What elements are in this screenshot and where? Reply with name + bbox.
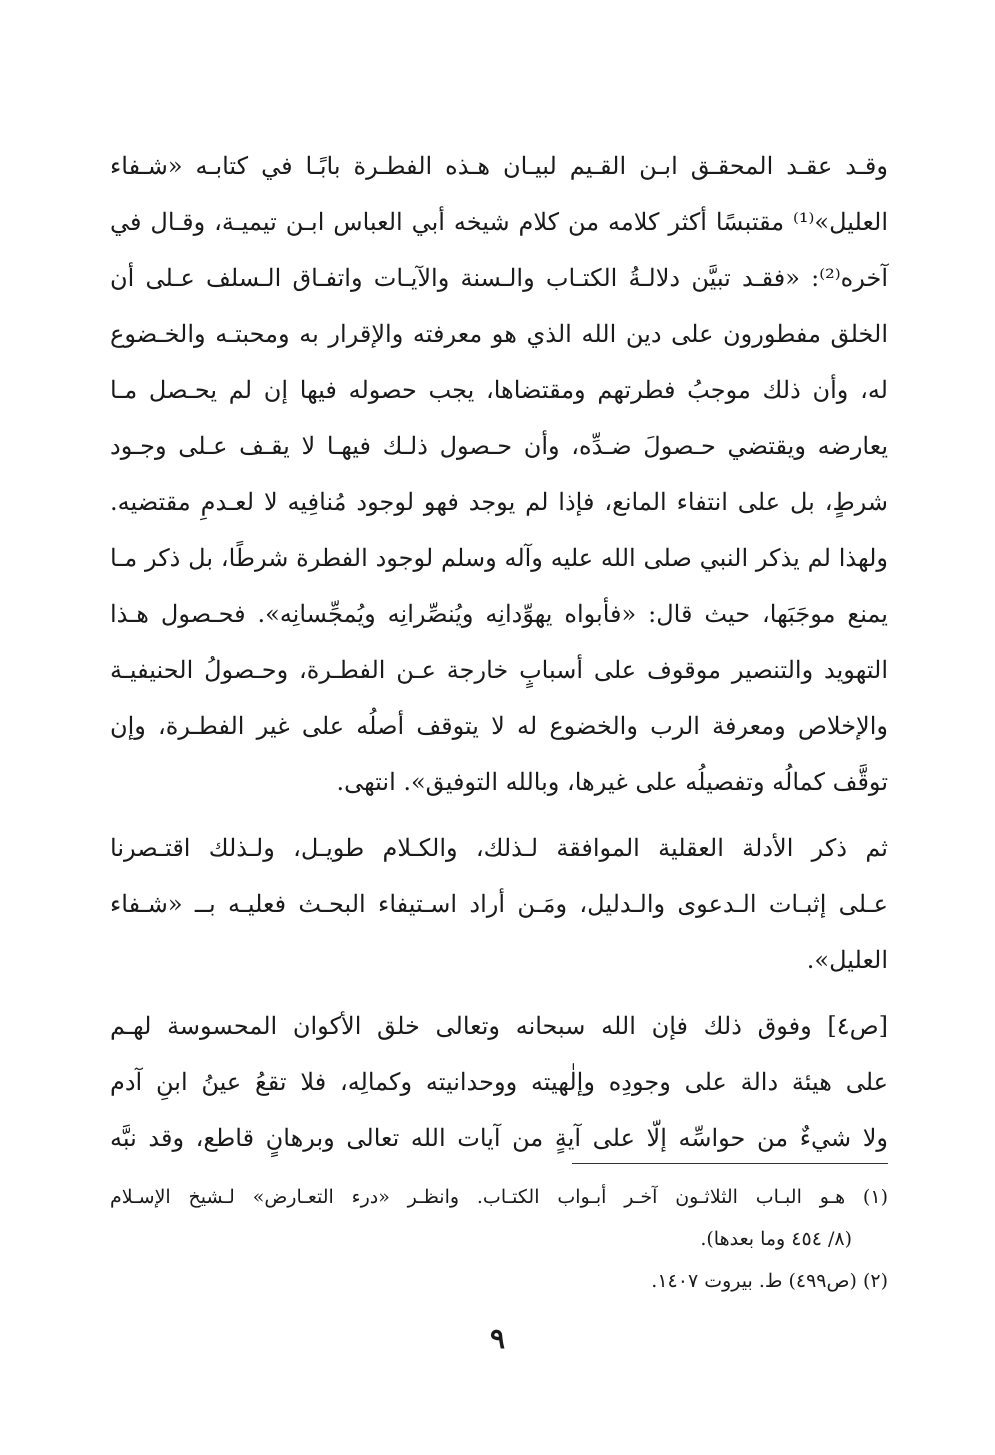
text-line: العليل». (806, 946, 888, 974)
paragraph-3 (110, 998, 888, 1166)
text-line: له، وأن ذلك موجبُ فطرتهم ومقتضاها، يجب حصوله فيها إن لم يحـصل مـا (110, 376, 888, 404)
text-line: [ص٤] وفوق ذلك فإن الله سبحانه وتعالى خلق الأكوان المحسوسة لهـم (110, 1012, 889, 1040)
text-line: شرطٍ، بل على انتفاء المانع، فإذا لم يوجد فهو لوجود مُنافِيه لا لعـدمِ مقتضيه. (110, 488, 889, 516)
text-line: ولهذا لم يذكر النبي صلى الله عليه وآله وسلم لوجود الفطرة شرطًا، بل ذكر مـا (110, 544, 888, 572)
footnote-1-continuation: (٨/ ٤٥٤ وما بعدها). (700, 1228, 852, 1250)
page-number: ٩ (489, 1322, 506, 1355)
paragraph-1 (110, 138, 888, 810)
text-line: التهويد والتنصير موقوف على أسبابٍ خارجة عـن الفطـرة، وحـصولُ الحنيفيـة (110, 656, 888, 684)
main-text (110, 138, 888, 1166)
text-line: آخره⁽²⁾: «فقـد تبيَّن دلالـةُ الكتـاب والـسنة والآيـات واتفـاق الـسلف عـلى أن (110, 264, 888, 292)
footnote-divider (572, 1163, 888, 1164)
paragraph-2 (110, 820, 888, 988)
text-line: على هيئة دالة على وجودِه وإلٰهيته ووحدانيته وكمالِه، فلا تقعُ عينُ ابنِ آدم (110, 1068, 888, 1096)
text-line: وقـد عقـد المحقـق ابـن القـيم لبيـان هـذه الفطـرة بابًـا في كتابـه «شـفاء (110, 152, 888, 180)
footnote-2: (٢) (ص٤٩٩) ط. بيروت ١٤٠٧. (651, 1270, 888, 1292)
text-line: يعارضه ويقتضي حـصولَ ضـدِّه، وأن حـصول ذلـك فيهـا لا يقـف عـلى وجـود (110, 432, 888, 460)
text-line: عـلى إثبـات الـدعوى والـدليل، ومَـن أراد اسـتيفاء البحـث فعليـه بــ «شـفاء (110, 890, 888, 918)
text-line: ولا شيءٌ من حواسِّه إلّا على آيةٍ من آيات الله تعالى وبرهانٍ قاطع، وقد نبَّه (110, 1124, 889, 1152)
text-line: والإخلاص ومعرفة الرب والخضوع له لا يتوقف أصلُه على غير الفطـرة، وإن (110, 712, 888, 740)
footnotes (110, 1176, 888, 1302)
footnote-1: (١) هـو البـاب الثلاثـون آخـر أبـواب الكتـاب. وانظـر «درء التعـارض» لـشيخ الإسـلام (110, 1186, 888, 1208)
text-line: ثم ذكر الأدلة العقلية الموافقة لـذلك، والكـلام طويـل، ولـذلك اقتـصرنا (110, 834, 888, 862)
text-line: الخلق مفطورون على دين الله الذي هو معرفته والإقرار به ومحبتـه والخـضوع (110, 320, 888, 348)
text-line: توقَّف كمالُه وتفصيلُه على غيرها، وبالله التوفيق». انتهى. (336, 768, 888, 796)
text-line: العليل»⁽¹⁾ مقتبسًا أكثر كلامه من كلام شيخه أبي العباس ابـن تيميـة، وقـال في (110, 208, 888, 236)
text-line: يمنع موجَبَها، حيث قال: «فأبواه يهوِّدانِه ويُنصِّرانِه ويُمجِّسانِه». فحـصول هـذا (110, 600, 888, 628)
